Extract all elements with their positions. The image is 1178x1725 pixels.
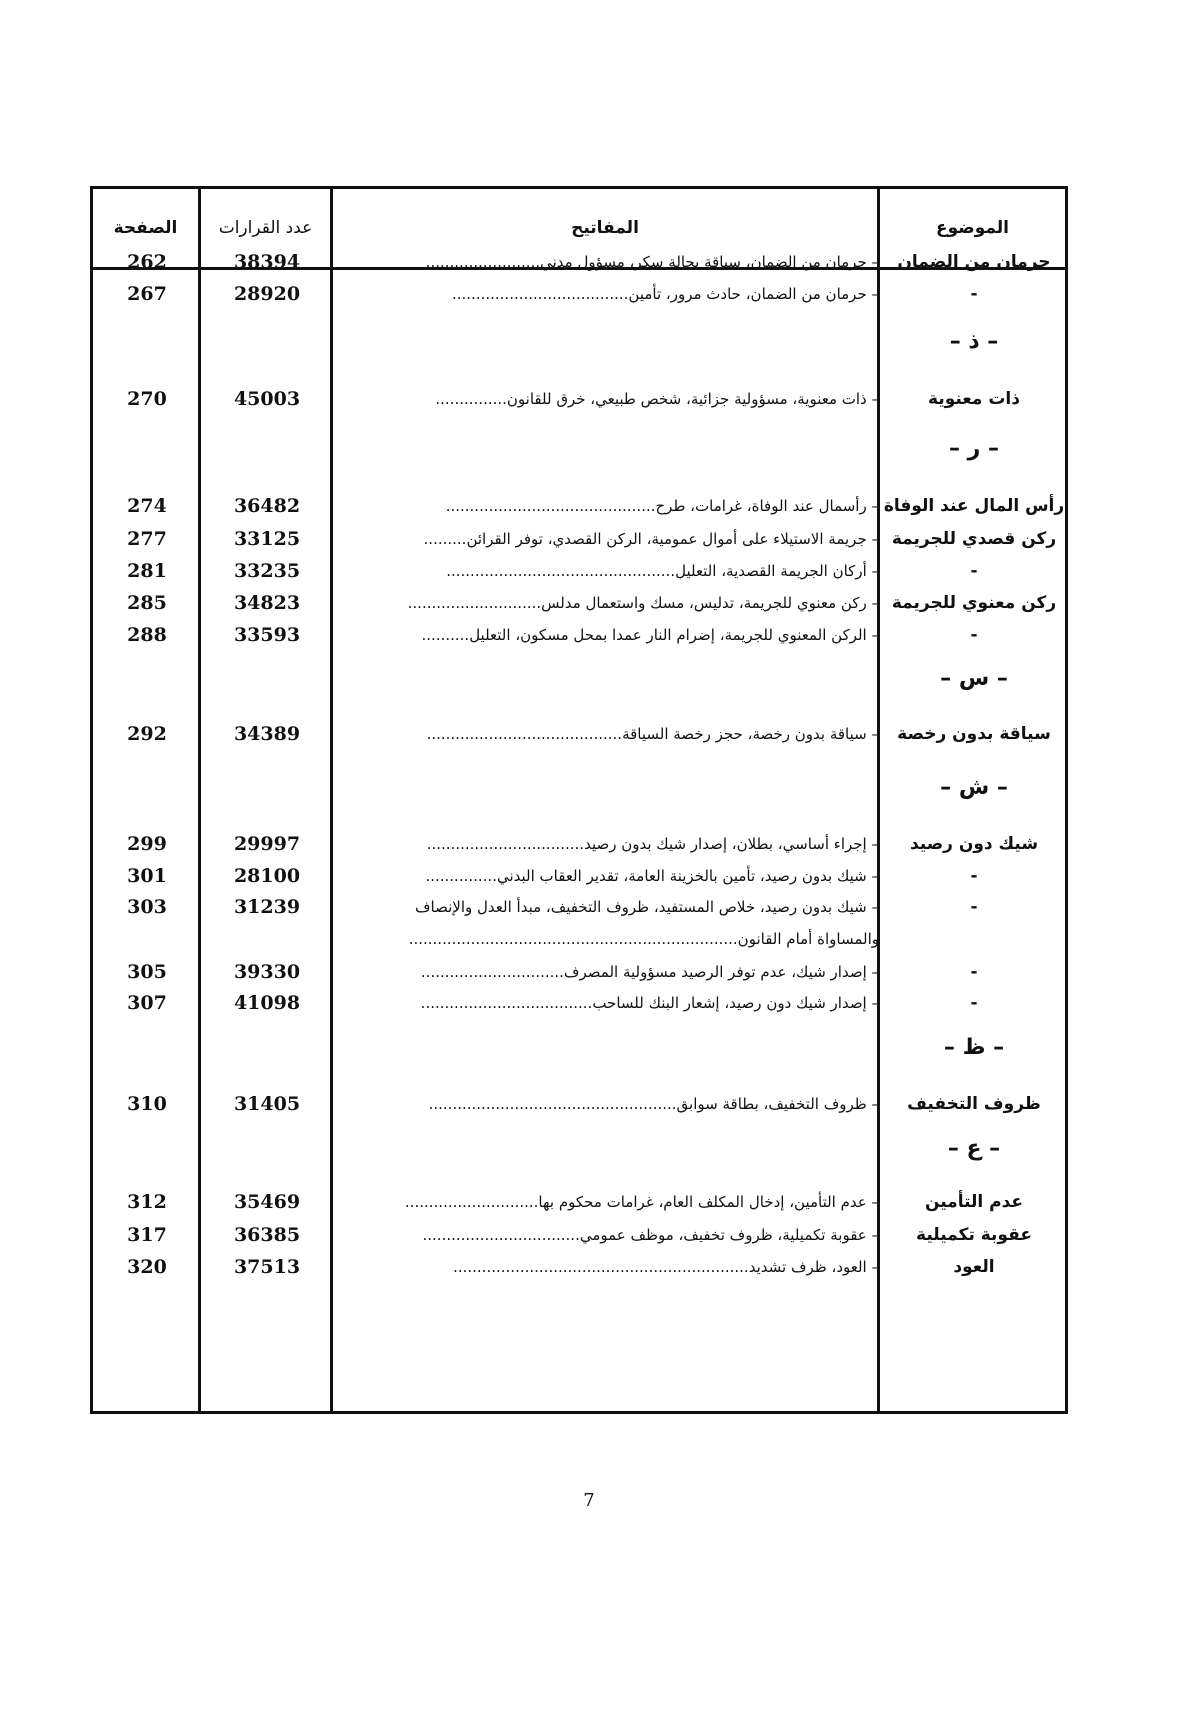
decision-number-cell: 36482: [233, 495, 301, 517]
keywords-cell: – جريمة الاستيلاء على أموال عمومية، الركن القصدي، توفر القرائن.........: [423, 530, 879, 548]
table-row: [93, 618, 1065, 652]
keywords-cell: – إجراء أساسي، بطلان، إصدار شيك بدون رصيد.................................: [426, 835, 879, 853]
keywords-cell: – أركان الجريمة القصدية، التعليل................................................: [446, 562, 879, 580]
decision-number-cell: 39330: [233, 961, 301, 983]
keywords-cell: – سياقة بدون رخصة، حجز رخصة السياقة.........................................: [426, 725, 879, 743]
section-letter-row: [93, 1031, 1065, 1065]
decision-number-cell: 41098: [233, 992, 301, 1014]
page-cell: 310: [127, 1093, 167, 1115]
table-row: [93, 986, 1065, 1020]
header-keywords: المفاتيح: [571, 218, 639, 238]
decision-number-cell: 34823: [233, 592, 301, 614]
table-row: [93, 827, 1065, 861]
decision-number-cell: 45003: [233, 388, 301, 410]
section-letter: – ر –: [949, 436, 999, 461]
index-table: [90, 186, 1068, 1414]
page-cell: 281: [127, 560, 167, 582]
table-row: [93, 859, 1065, 893]
decision-number-cell: 31405: [233, 1093, 301, 1115]
page-cell: 303: [127, 896, 167, 918]
page-cell: 274: [127, 495, 167, 517]
table-row: [93, 586, 1065, 620]
section-letter: – ذ –: [949, 329, 999, 354]
subject-cell: شيك دون رصيد: [909, 834, 1039, 854]
page-cell: 292: [127, 723, 167, 745]
decision-number-cell: 33125: [233, 528, 301, 550]
section-letter: – ع –: [947, 1136, 1001, 1161]
page-cell: 288: [127, 624, 167, 646]
decision-number-cell: 34389: [233, 723, 301, 745]
table-row: [93, 1087, 1065, 1121]
keywords-cell: – عقوبة تكميلية، ظروف تخفيف، موظف عمومي.................................: [422, 1226, 879, 1244]
keywords-cell: والمساواة أمام القانون.....................................................................: [408, 930, 879, 948]
table-row: [93, 1250, 1065, 1284]
keywords-cell: – إصدار شيك دون رصيد، إشعار البنك للساحب....................................: [420, 994, 879, 1012]
section-letter: – س –: [940, 666, 1008, 691]
table-row: [93, 245, 1065, 279]
keywords-cell: – العود، ظرف تشديد..............................................................: [453, 1258, 879, 1276]
subject-cell: ركن معنوي للجريمة: [891, 593, 1057, 613]
subject-cell: -: [970, 897, 978, 917]
keywords-cell: – حرمان من الضمان، سياقة بحالة سكر، مسؤول مدني........................: [425, 253, 879, 271]
section-letter: – ش –: [940, 775, 1008, 800]
header-page: الصفحة: [113, 218, 178, 238]
page-cell: 270: [127, 388, 167, 410]
subject-cell: ذات معنوية: [928, 389, 1020, 409]
table-row: [93, 522, 1065, 556]
decision-number-cell: 33593: [233, 624, 301, 646]
table-row: [93, 955, 1065, 989]
keywords-cell: – ركن معنوي للجريمة، تدليس، مسك واستعمال مدلس............................: [407, 594, 879, 612]
section-letter-row: [93, 325, 1065, 359]
decision-number-cell: 36385: [233, 1224, 301, 1246]
subject-cell: رأس المال عند الوفاة: [883, 496, 1065, 516]
subject-cell: عقوبة تكميلية: [916, 1225, 1032, 1245]
page-cell: 285: [127, 592, 167, 614]
subject-cell: -: [970, 866, 978, 886]
subject-cell: العود: [953, 1257, 995, 1277]
page-number: 7: [583, 1490, 595, 1511]
decision-number-cell: 28920: [233, 283, 301, 305]
table-row: [93, 489, 1065, 523]
section-letter-row: [93, 662, 1065, 696]
subject-cell: -: [970, 993, 978, 1013]
page-cell: 312: [127, 1191, 167, 1213]
keywords-cell: – عدم التأمين، إدخال المكلف العام، غرامات محكوم بها............................: [404, 1193, 879, 1211]
page-cell: 277: [127, 528, 167, 550]
decision-number-cell: 29997: [233, 833, 301, 855]
page-cell: 305: [127, 961, 167, 983]
keywords-cell: – شيك بدون رصيد، خلاص المستفيد، ظروف التخفيف، مبدأ العدل والإنصاف: [414, 898, 879, 916]
table-row: [93, 554, 1065, 588]
subject-cell: ظروف التخفيف: [907, 1094, 1041, 1114]
page-cell: 267: [127, 283, 167, 305]
keywords-cell: – ذات معنوية، مسؤولية جزائية، شخص طبيعي، خرق للقانون...............: [435, 390, 879, 408]
subject-cell: حرمان من الضمان: [897, 252, 1051, 272]
table-row: [93, 1218, 1065, 1252]
keywords-cell: – الركن المعنوي للجريمة، إضرام النار عمدا بمحل مسكون، التعليل..........: [421, 626, 879, 644]
page-cell: 307: [127, 992, 167, 1014]
subject-cell: سياقة بدون رخصة: [897, 724, 1051, 744]
subject-cell: عدم التأمين: [924, 1192, 1024, 1212]
decision-number-cell: 38394: [233, 251, 301, 273]
table-row: [93, 382, 1065, 416]
decision-number-cell: 35469: [233, 1191, 301, 1213]
header-decision-number: عدد القرارات: [218, 218, 313, 238]
decision-number-cell: 28100: [233, 865, 301, 887]
subject-cell: -: [970, 962, 978, 982]
table-row: [93, 890, 1065, 924]
page-cell: 299: [127, 833, 167, 855]
section-letter-row: [93, 432, 1065, 466]
section-letter-row: [93, 771, 1065, 805]
keywords-cell: – رأسمال عند الوفاة، غرامات، طرح............................................: [445, 497, 879, 515]
decision-number-cell: 33235: [233, 560, 301, 582]
table-row: [93, 922, 1065, 956]
subject-cell: -: [970, 284, 978, 304]
keywords-cell: – ظروف التخفيف، بطاقة سوابق....................................................: [428, 1095, 879, 1113]
section-letter: – ظ –: [943, 1035, 1005, 1060]
keywords-cell: – إصدار شيك، عدم توفر الرصيد مسؤولية المصرف..............................: [420, 963, 879, 981]
decision-number-cell: 37513: [233, 1256, 301, 1278]
keywords-cell: – حرمان من الضمان، حادث مرور، تأمين.....................................: [451, 285, 879, 303]
page-cell: 320: [127, 1256, 167, 1278]
table-row: [93, 277, 1065, 311]
header-subject: الموضوع: [936, 218, 1009, 238]
subject-cell: -: [970, 625, 978, 645]
subject-cell: ركن قصدي للجريمة: [891, 529, 1057, 549]
subject-cell: -: [970, 561, 978, 581]
keywords-cell: – شيك بدون رصيد، تأمين بالخزينة العامة، تقدير العقاب البدني...............: [425, 867, 879, 885]
table-row: [93, 717, 1065, 751]
decision-number-cell: 31239: [233, 896, 301, 918]
page-cell: 262: [127, 251, 167, 273]
table-row: [93, 1185, 1065, 1219]
page-cell: 301: [127, 865, 167, 887]
page-cell: 317: [127, 1224, 167, 1246]
section-letter-row: [93, 1132, 1065, 1166]
